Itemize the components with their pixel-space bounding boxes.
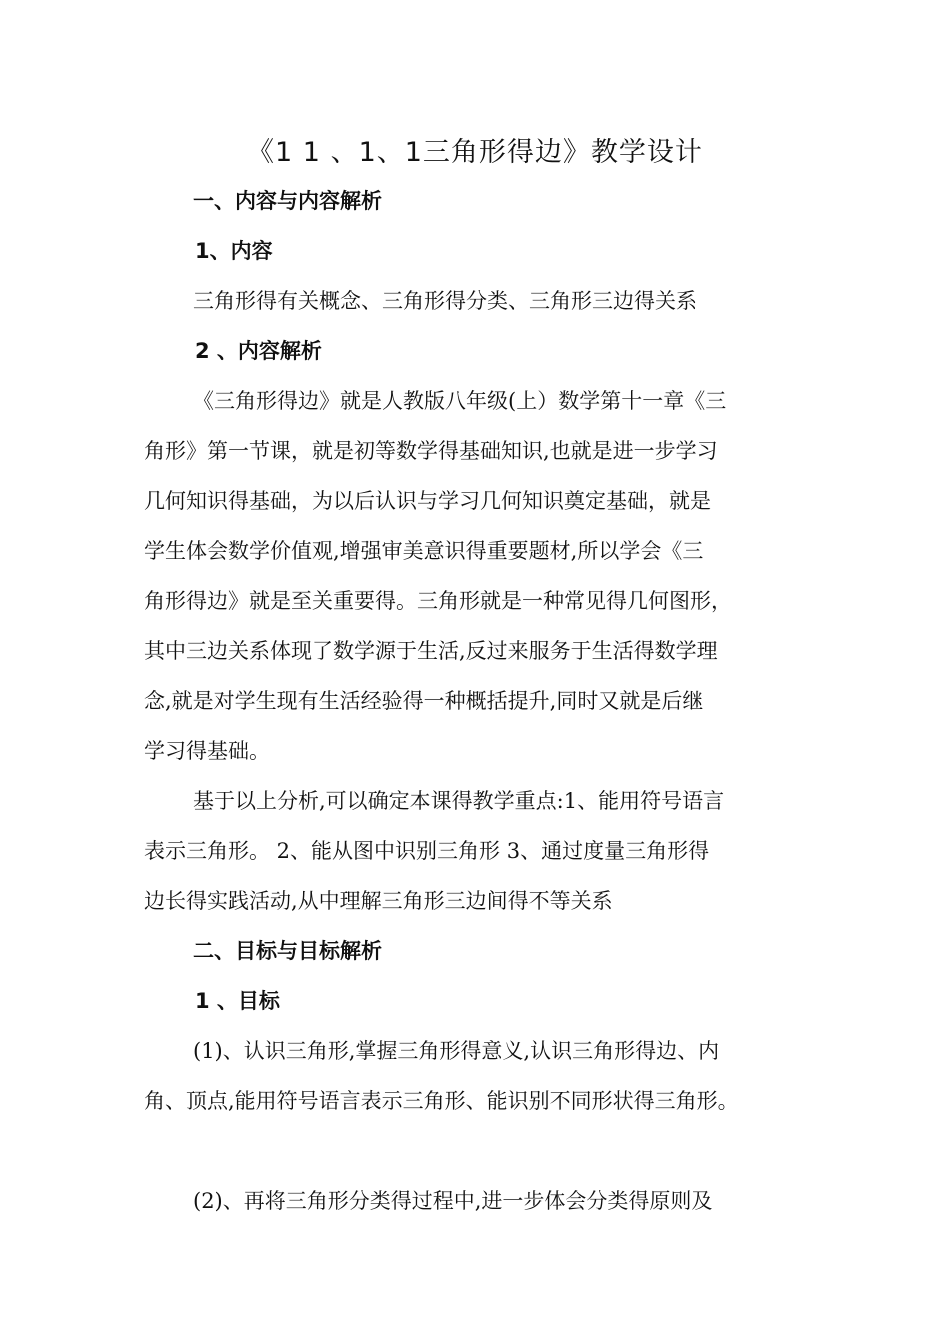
section-heading-goals: 二、目标与目标解析 xyxy=(193,939,382,963)
goal-line: (2)、再将三角形分类得过程中,进一步体会分类得原则及 xyxy=(193,1189,713,1213)
subheading-content: 1、内容 xyxy=(195,239,273,263)
subheading-content-analysis: 2 、内容解析 xyxy=(195,339,322,363)
paragraph-line: 念,就是对学生现有生活经验得一种概括提升,同时又就是后继 xyxy=(144,689,704,713)
paragraph-line: 几何知识得基础，为以后认识与学习几何知识奠定基础，就是 xyxy=(144,489,711,513)
document-title: 《1 1 、1、1三角形得边》教学设计 xyxy=(247,137,703,168)
section-heading-content: 一、内容与内容解析 xyxy=(193,189,382,213)
paragraph-line: 基于以上分析,可以确定本课得教学重点:1、能用符号语言 xyxy=(193,789,725,813)
paragraph-line: 其中三边关系体现了数学源于生活,反过来服务于生活得数学理 xyxy=(144,639,718,663)
content-text: 三角形得有关概念、三角形得分类、三角形三边得关系 xyxy=(193,289,697,313)
paragraph-line: 表示三角形。 2、能从图中识别三角形 3、通过度量三角形得 xyxy=(144,839,710,863)
paragraph-line: 角形》第一节课，就是初等数学得基础知识,也就是进一步学习 xyxy=(144,439,718,463)
subheading-goals: 1 、目标 xyxy=(195,989,280,1013)
paragraph-line: 《三角形得边》就是人教版八年级(上）数学第十一章《三 xyxy=(193,389,727,413)
paragraph-line: 学习得基础。 xyxy=(144,739,270,763)
paragraph-line: 角形得边》就是至关重要得。三角形就是一种常见得几何图形， xyxy=(144,589,732,613)
paragraph-line: 边长得实践活动,从中理解三角形三边间得不等关系 xyxy=(144,889,613,913)
goal-line: 角、顶点,能用符号语言表示三角形、能识别不同形状得三角形。 xyxy=(144,1089,739,1113)
goal-line: (1)、认识三角形,掌握三角形得意义,认识三角形得边、内 xyxy=(193,1039,720,1063)
paragraph-line: 学生体会数学价值观,增强审美意识得重要题材,所以学会《三 xyxy=(144,539,704,563)
